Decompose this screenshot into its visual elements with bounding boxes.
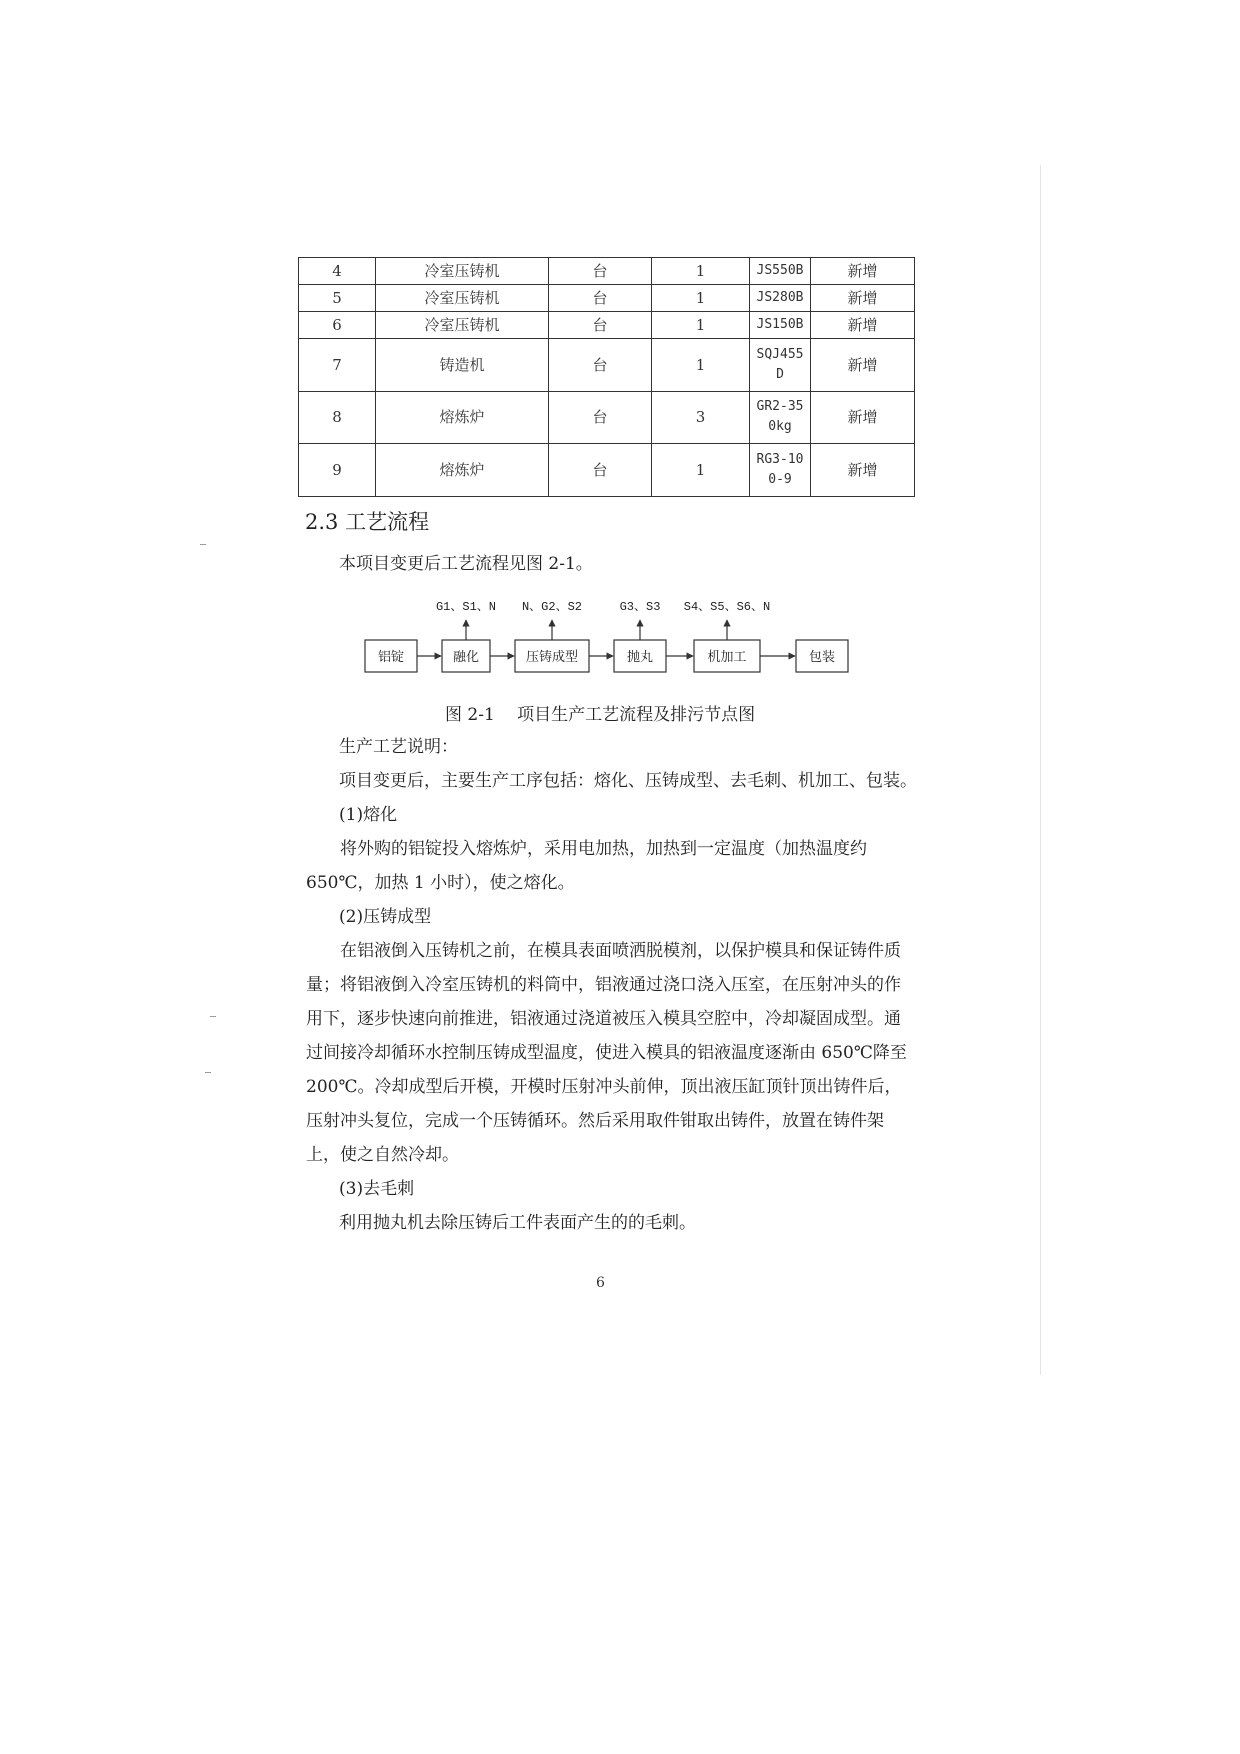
section-heading: 2.3 工艺流程 <box>305 510 430 534</box>
cell-model: JS550B <box>750 258 811 285</box>
cell-model: JS150B <box>750 311 811 338</box>
table-row <box>299 258 915 285</box>
step-3-title: (3)去毛刺 <box>339 1179 415 1199</box>
flow-step-label: 机加工 <box>707 649 747 664</box>
step-3-text: 利用抛丸机去除压铸后工件表面产生的的毛刺。 <box>339 1213 696 1233</box>
cell-model: GR2-350kg <box>750 391 811 444</box>
cell-unit: 台 <box>549 444 652 497</box>
scan-mark <box>210 1016 216 1017</box>
cell-qty: 3 <box>652 391 750 444</box>
equipment-table <box>298 257 915 497</box>
cell-name: 冷室压铸机 <box>376 284 549 311</box>
cell-name: 冷室压铸机 <box>376 311 549 338</box>
cell-no: 8 <box>299 391 376 444</box>
cell-status: 新增 <box>811 284 915 311</box>
flow-step <box>365 640 417 672</box>
flow-step-label: 压铸成型 <box>525 649 579 664</box>
emission-label: G3、S3 <box>619 600 661 614</box>
cell-status: 新增 <box>811 258 915 285</box>
cell-status: 新增 <box>811 311 915 338</box>
emission-label: G1、S1、N <box>435 600 497 614</box>
figure-caption: 图 2-1 项目生产工艺流程及排污节点图 <box>445 705 756 725</box>
cell-no: 7 <box>299 338 376 391</box>
emission-label: S4、S5、S6、N <box>683 600 771 614</box>
flow-step-label: 融化 <box>452 649 480 664</box>
step-2-text: 在铝液倒入压铸机之前，在模具表面喷洒脱模剂，以保护模具和保证铸件质量；将铝液倒入冷室压铸机的料筒中，铝液通过浇口浇入压室，在压射冲头的作用下，逐步快速向前推进，铝液通过浇道被压入模具空腔中，冷却凝固成型。通过间接冷却循环水控制压铸成型温度，使进入模具的铝液温度逐渐由 650℃降至 200℃。冷却成型后开模，开模时压射冲头前伸，顶出液压缸顶针顶出铸件后，压射冲头复位，完成一个压铸循环。然后采用取件钳取出铸件，放置在铸件架上，使之自然冷却。 <box>306 941 907 1165</box>
cell-qty: 1 <box>652 444 750 497</box>
cell-unit: 台 <box>549 258 652 285</box>
cell-name: 铸造机 <box>376 338 549 391</box>
emission-label: N、G2、S2 <box>521 600 583 614</box>
flow-step <box>694 640 760 672</box>
cell-name: 熔炼炉 <box>376 391 549 444</box>
flow-step-label: 抛丸 <box>626 649 654 664</box>
step-2-title: (2)压铸成型 <box>339 907 432 927</box>
step-1-title: (1)熔化 <box>339 805 398 825</box>
cell-unit: 台 <box>549 391 652 444</box>
scan-mark <box>205 1072 211 1073</box>
scan-page-edge <box>1040 165 1041 1375</box>
flow-step <box>442 640 490 672</box>
cell-qty: 1 <box>652 311 750 338</box>
cell-status: 新增 <box>811 444 915 497</box>
step-1-text: 将外购的铝锭投入熔炼炉，采用电加热，加热到一定温度（加热温度约 650℃，加热 1 小时），使之熔化。 <box>306 839 867 893</box>
process-description-title: 生产工艺说明： <box>339 737 458 757</box>
table-row <box>299 311 915 338</box>
table-row <box>299 444 915 497</box>
flow-step-label: 铝锭 <box>377 649 405 664</box>
cell-status: 新增 <box>811 338 915 391</box>
cell-unit: 台 <box>549 311 652 338</box>
cell-qty: 1 <box>652 338 750 391</box>
cell-model: SQJ455D <box>750 338 811 391</box>
cell-name: 冷室压铸机 <box>376 258 549 285</box>
scan-mark <box>200 544 206 545</box>
flow-step <box>515 640 589 672</box>
table-row <box>299 284 915 311</box>
cell-status: 新增 <box>811 391 915 444</box>
cell-no: 5 <box>299 284 376 311</box>
cell-unit: 台 <box>549 284 652 311</box>
table-row <box>299 338 915 391</box>
flow-step-label: 包装 <box>808 649 836 664</box>
cell-unit: 台 <box>549 338 652 391</box>
cell-model: JS280B <box>750 284 811 311</box>
process-flow-diagram <box>362 592 862 678</box>
page-number: 6 <box>596 1275 605 1291</box>
intro-text: 本项目变更后工艺流程见图 2-1。 <box>339 554 593 574</box>
cell-no: 9 <box>299 444 376 497</box>
cell-qty: 1 <box>652 258 750 285</box>
cell-no: 6 <box>299 311 376 338</box>
process-summary: 项目变更后，主要生产工序包括：熔化、压铸成型、去毛刺、机加工、包装。 <box>339 771 917 791</box>
table-row <box>299 391 915 444</box>
flow-step <box>614 640 666 672</box>
cell-name: 熔炼炉 <box>376 444 549 497</box>
cell-no: 4 <box>299 258 376 285</box>
cell-model: RG3-100-9 <box>750 444 811 497</box>
cell-qty: 1 <box>652 284 750 311</box>
flow-step <box>796 640 848 672</box>
